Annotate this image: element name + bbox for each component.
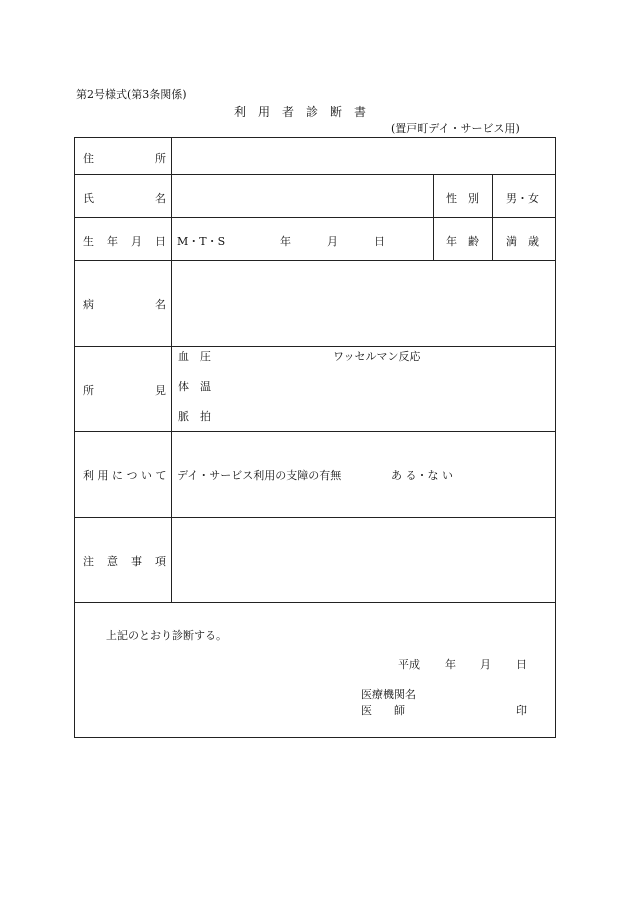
birthdate-label-2: 年 [107, 235, 118, 248]
date-month-unit: 月 [480, 658, 491, 671]
disease-label-b: 名 [155, 298, 166, 311]
age-label: 年 齢 [446, 235, 479, 248]
birth-year-unit: 年 [280, 235, 291, 248]
usage-label: 利 用 に つ い て [83, 469, 167, 482]
date-day-unit: 日 [516, 658, 527, 671]
address-label-a: 住 [83, 152, 94, 165]
usage-options[interactable]: あ る・な い [391, 469, 453, 482]
row-divider [75, 217, 555, 218]
usage-question: デイ・サービス利用の支障の有無 [177, 469, 342, 482]
row-divider [75, 346, 555, 347]
column-divider [492, 174, 493, 260]
column-divider [433, 174, 434, 260]
medical-institution-label: 医療機関名 [361, 688, 416, 701]
row-divider [75, 431, 555, 432]
document-subtitle: (置戸町デイ・サービス用) [391, 122, 520, 135]
temperature-label: 体 温 [178, 380, 211, 393]
document-title: 利 用 者 診 断 書 [234, 105, 367, 119]
address-label-b: 所 [155, 152, 166, 165]
diagnosis-form-table [74, 137, 556, 738]
diagnosis-statement: 上記のとおり診断する。 [106, 629, 227, 642]
notes-label-3: 事 [131, 555, 142, 568]
era-options[interactable]: M・T・S [177, 235, 226, 248]
birthdate-label-1: 生 [83, 235, 94, 248]
birthdate-label-4: 日 [155, 235, 166, 248]
notes-field[interactable] [172, 518, 555, 601]
date-era: 平成 [398, 658, 420, 671]
seal-mark: 印 [516, 704, 527, 717]
notes-label-4: 項 [155, 555, 166, 568]
blood-pressure-label: 血 圧 [178, 350, 211, 363]
pulse-label: 脈 拍 [178, 410, 211, 423]
name-field[interactable] [172, 175, 432, 216]
doctor-label: 医 師 [361, 704, 405, 717]
findings-label-a: 所 [83, 384, 94, 397]
sex-label: 性 別 [446, 192, 479, 205]
birth-day-unit: 日 [374, 235, 385, 248]
notes-label-2: 意 [107, 555, 118, 568]
findings-label-b: 見 [155, 384, 166, 397]
form-number: 第2号様式(第3条関係) [76, 88, 187, 101]
disease-label-a: 病 [83, 298, 94, 311]
wassermann-label: ワッセルマン反応 [333, 350, 421, 363]
name-label-b: 名 [155, 192, 166, 205]
sex-value[interactable]: 男・女 [506, 192, 539, 205]
birthdate-label-3: 月 [131, 235, 142, 248]
address-field[interactable] [172, 139, 555, 173]
birth-month-unit: 月 [327, 235, 338, 248]
name-label-a: 氏 [83, 192, 94, 205]
date-year-unit: 年 [445, 658, 456, 671]
notes-label-1: 注 [83, 555, 94, 568]
age-value[interactable]: 満 歳 [506, 235, 539, 248]
row-divider [75, 602, 555, 603]
disease-field[interactable] [172, 261, 555, 345]
